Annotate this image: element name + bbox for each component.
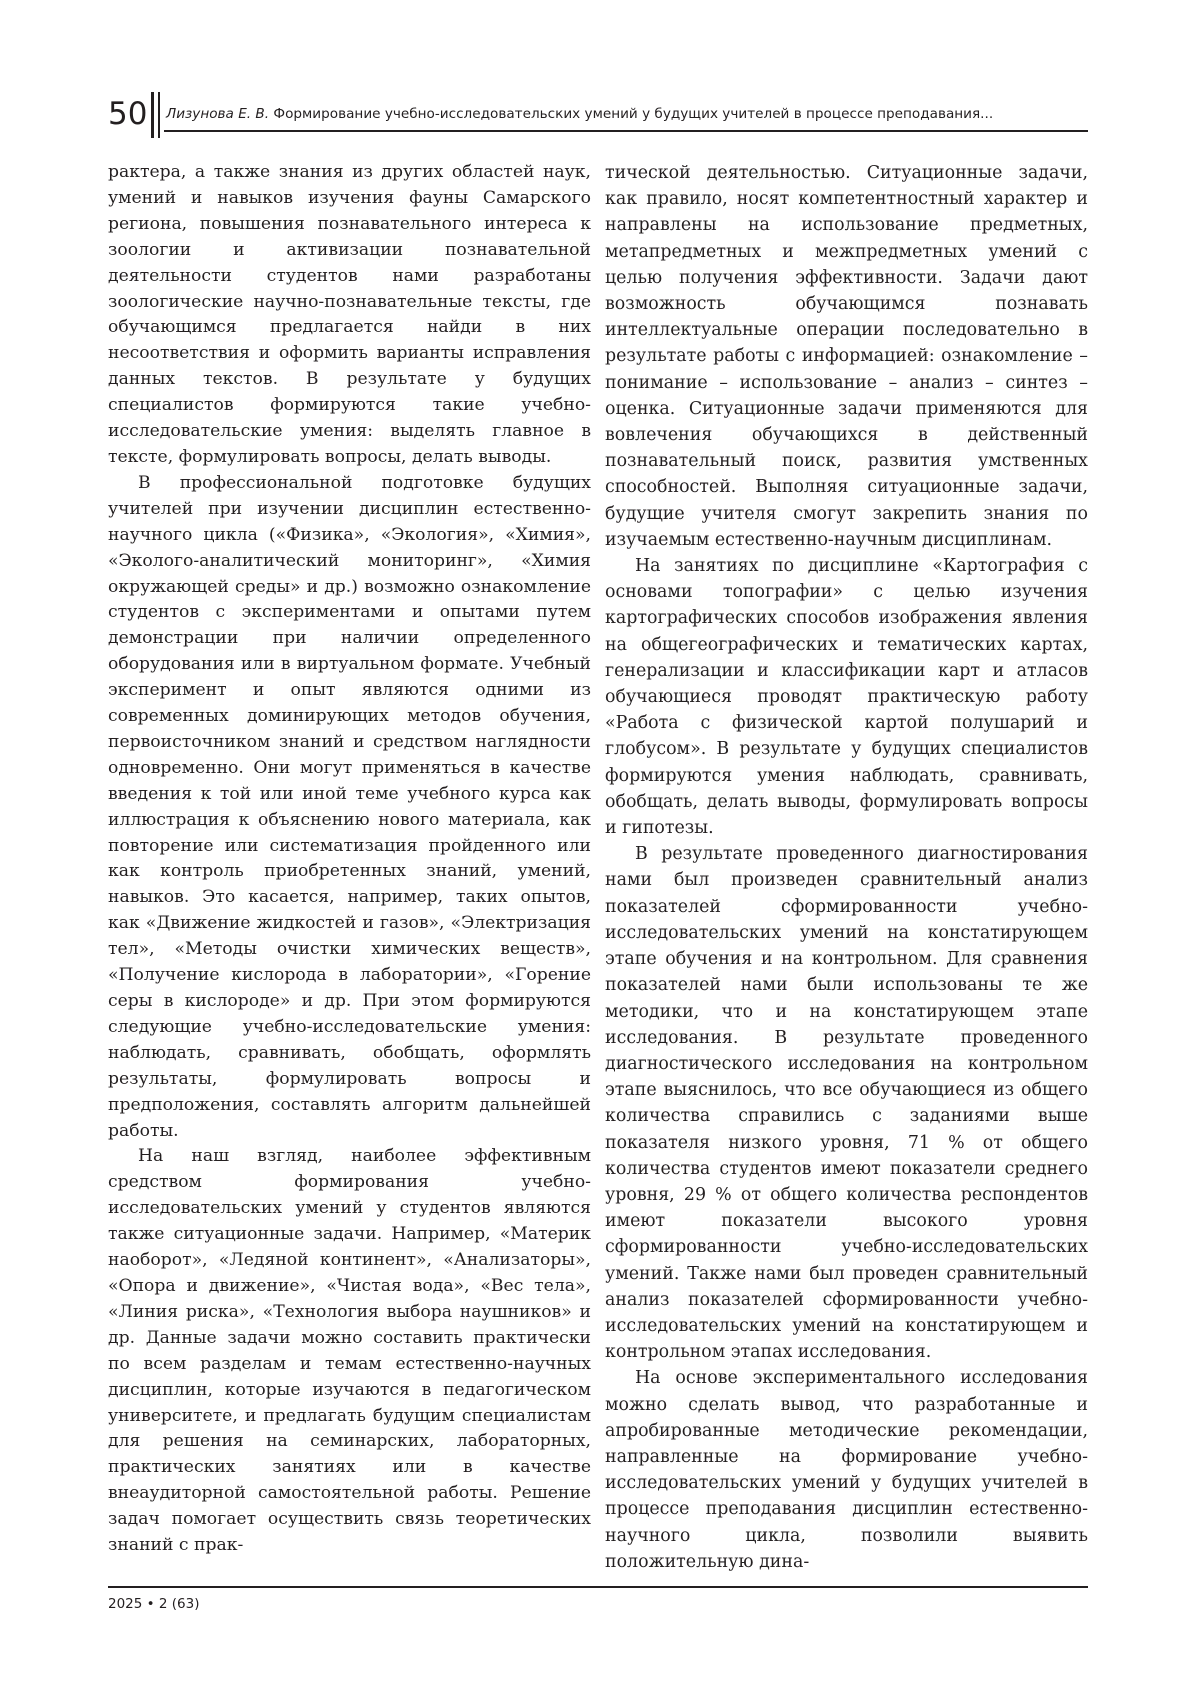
running-header — [108, 92, 1088, 142]
paragraph: На занятиях по дисциплине «Картография с основами топографии» с целью изучения картографических способов изображения явления на общегеографических и тематических картах, генерализации и классификации карт и атласов обучающиеся проводят практическую работу «Работа с физической картой полушарий и глобусом». В результате у будущих специалистов формируются умения наблюдать, сравнивать, обобщать, делать выводы, формулировать вопросы и гипотезы. — [605, 556, 1088, 839]
left-column — [108, 160, 591, 1559]
header-rule — [164, 130, 1088, 132]
paragraph: тической деятельностью. Ситуационные задачи, как правило, носят компетентностный характер и направлены на использование предметных, метапредметных и межпредметных умений с целью получения эффективности. Задачи дают возможность обучающимся познавать интеллектуальные операции последовательно в результате работы с информацией: ознакомление – понимание – использование – анализ – синтез – оценка. Ситуационные задачи применяются для вовлечения обучающихся в действенный познавательный поиск, развития умственных способностей. Выполняя ситуационные задачи, будущие учителя смогут закрепить знания по изучаемым естественно-научным дисциплинам. — [605, 163, 1088, 550]
paragraph: На основе экспериментального исследования можно сделать вывод, что разработанные и апробированные методические рекомендации, направленные на формирование учебно-исследовательских умений у будущих учителей в процессе преподавания дисциплин естественно-научного цикла, позволили выявить положительную дина- — [605, 1368, 1088, 1572]
paragraph: В результате проведенного диагностирования нами был произведен сравнительный анализ показателей сформированности учебно-исследовательских умений на констатирующем этапе обучения и на контрольном. Для сравнения показателей нами были использованы те же методики, что и на констатирующем этапе исследования. В результате проведенного диагностического исследования на контрольном этапе выяснилось, что все обучающиеся из общего количества справились с заданиями выше показателя низкого уровня, 71 % от общего количества студентов имеют показатели среднего уровня, 29 % от общего количества респондентов имеют показатели высокого уровня сформированности учебно-исследовательских умений. Также нами был проведен сравнительный анализ показателей сформированности учебно-исследовательских умений на констатирующем и контрольном этапах исследования. — [605, 844, 1088, 1363]
header-divider-bar-thin — [158, 92, 160, 138]
issue-number: 2025 • 2 (63) — [108, 1596, 200, 1612]
right-column — [605, 160, 1088, 1575]
header-divider-bar — [151, 92, 154, 138]
running-title-author: Лизунова Е. В. — [166, 106, 270, 122]
running-title-text: Формирование учебно-исследовательских умений у будущих учителей в процессе преподавания... — [273, 106, 994, 122]
footer-rule — [108, 1586, 1088, 1588]
paragraph: В профессиональной подготовке будущих учителей при изучении дисциплин естественно-научного цикла («Физика», «Экология», «Химия», «Эколого-аналитический мониторинг», «Химия окружающей среды» и др.) возможно ознакомление студентов с экспериментами и опытами путем демонстрации при наличии определенного оборудования или в виртуальном формате. Учебный эксперимент и опыт являются одними из современных доминирующих методов обучения, первоисточником знаний и средством наглядности одновременно. Они могут применяться в качестве введения к той или иной теме учебного курса как иллюстрация к объяснению нового материала, как повторение или систематизация пройденного или как контроль приобретенных знаний, умений, навыков. Это касается, например, таких опытов, как «Движение жидкостей и газов», «Электризация тел», «Методы очистки химических веществ», «Получение кислорода в лаборатории», «Горение серы в кислороде» и др. При этом формируются следующие учебно-исследовательские умения: наблюдать, сравнивать, обобщать, оформлять результаты, формулировать вопросы и предположения, составлять алгоритм дальнейшей работы. — [108, 472, 591, 1141]
page-number: 50 — [108, 96, 148, 132]
running-title — [166, 105, 993, 123]
paragraph: рактера, а также знания из других областей наук, умений и навыков изучения фауны Самарского региона, повышения познавательного интереса к зоологии и активизации познавательной деятельности студентов нами разработаны зоологические научно-познавательные тексты, где обучающимся предлагается найди в них несоответствия и оформить варианты исправления данных текстов. В результате у будущих специалистов формируются такие учебно-исследовательские умения: выделять главное в тексте, формулировать вопросы, делать выводы. — [108, 162, 591, 467]
paragraph: На наш взгляд, наиболее эффективным средством формирования учебно-исследовательских умений у студентов являются также ситуационные задачи. Например, «Материк наоборот», «Ледяной континент», «Анализаторы», «Опора и движение», «Чистая вода», «Вес тела», «Линия риска», «Технология выбора наушников» и др. Данные задачи можно составить практически по всем разделам и темам естественно-научных дисциплин, которые изучаются в педагогическом университете, и предлагать будущим специалистам для решения на семинарских, лабораторных, практических занятиях или в качестве внеаудиторной самостоятельной работы. Решение задач помогает осуществить связь теоретических знаний с прак- — [108, 1146, 591, 1556]
